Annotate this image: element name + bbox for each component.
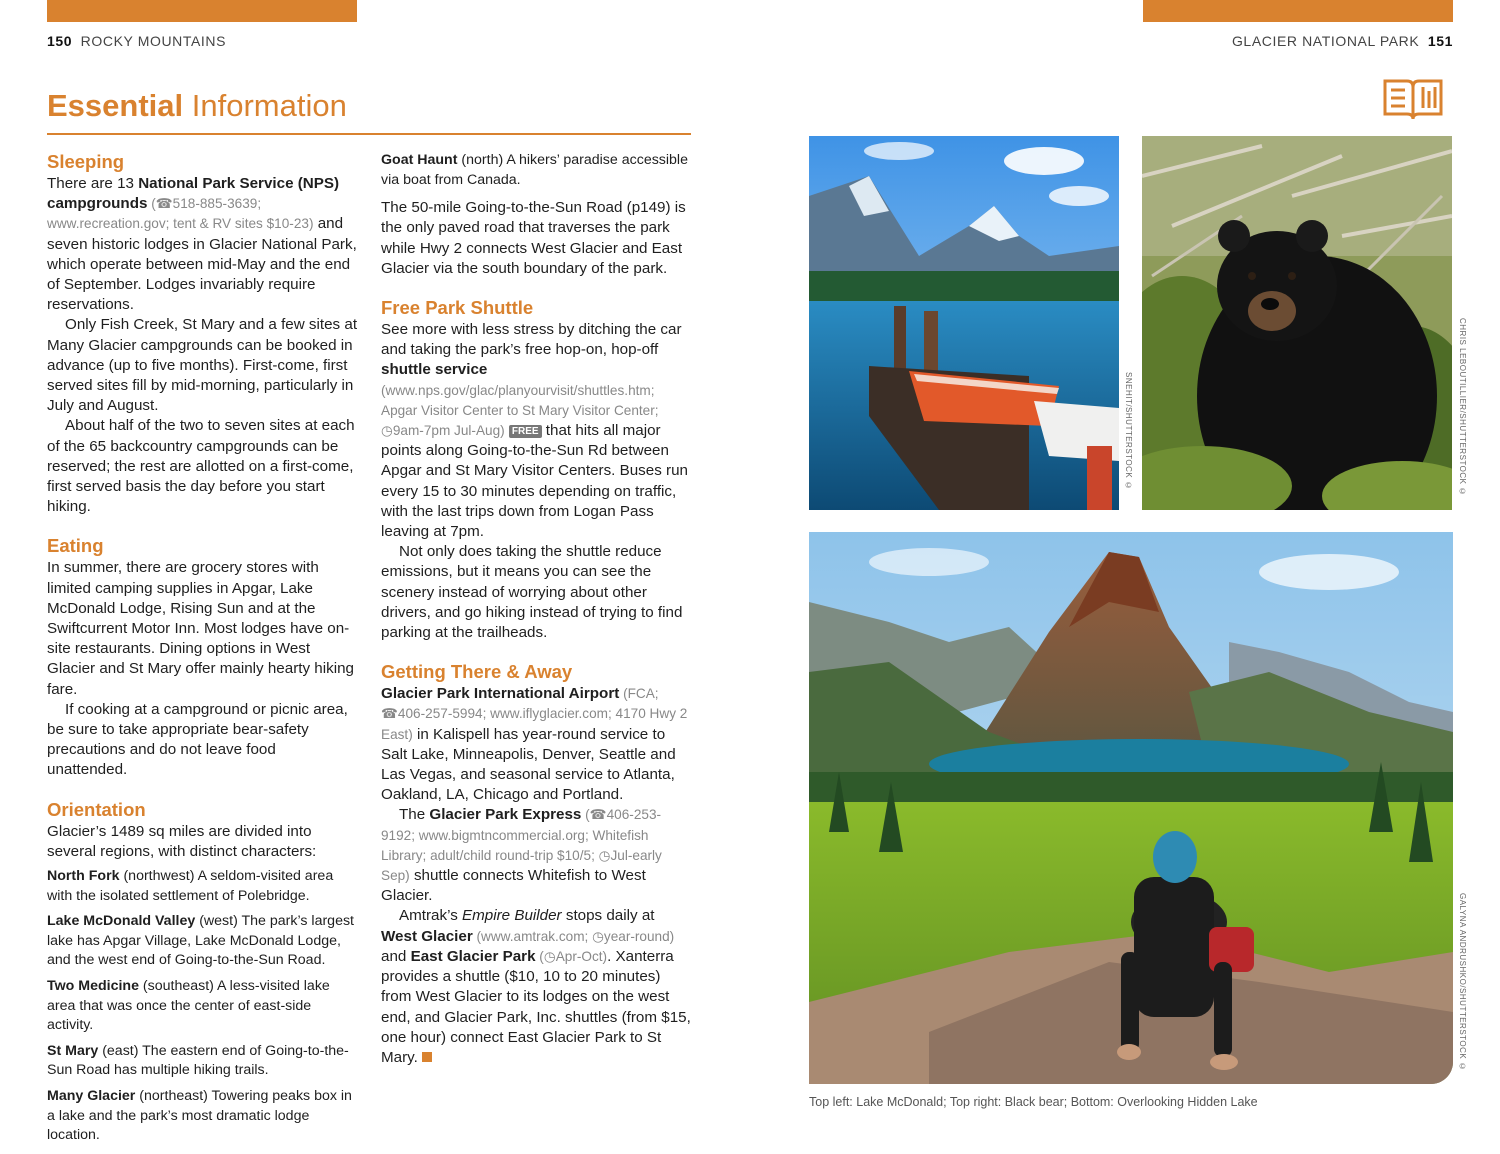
credit-hiker: GALYNA ANDRUSHKO/SHUTTERSTOCK © bbox=[1458, 893, 1467, 1072]
sleeping-heading: Sleeping bbox=[47, 151, 125, 172]
text-column-2 bbox=[381, 151, 691, 1068]
right-page-number: 151 bbox=[1427, 33, 1453, 49]
right-running-head bbox=[1232, 33, 1453, 49]
page-title bbox=[47, 88, 347, 124]
shuttle-para-1: See more with less stress by ditching the car and taking the park’s free hop-on, hop-off shuttle service (www.nps.gov/glac/planyourvisit/shuttles.htm; Apgar Visitor Center to St Mary Visitor Center; ◷9am-7pm Jul-Aug) FREE that hits all major points along Going-to-the-Sun Rd between Apgar and St Mary Visitor Centers. Buses run every 15 to 30 minutes depending on traffic, with the last trips down from Logan Pass leaving at 7pm. bbox=[381, 321, 688, 541]
lake-mcdonald-photo bbox=[809, 136, 1119, 510]
airport-name: Glacier Park International Airport bbox=[381, 685, 620, 703]
list-item: Lake McDonald Valley (west) The park’s largest lake has Apgar Village, Lake McDonald Lodge, and the west end of Going-to-the-Sun Road. bbox=[47, 913, 354, 969]
sleeping-para-3: About half of the two to seven sites at each of the 65 backcountry campgrounds can be reserved; the rest are allotted on a first-come, first served basis the day before you start hiking. bbox=[47, 417, 355, 516]
black-bear-photo bbox=[1142, 136, 1452, 510]
shuttle-info: (www.nps.gov/glac/planyourvisit/shuttles.htm; Apgar Visitor Center to St Mary Visitor Center; ◷9am-7pm Jul-Aug) bbox=[381, 382, 659, 439]
credit-bear: CHRIS LEBOUTILLIER/SHUTTERSTOCK © bbox=[1458, 318, 1467, 497]
orientation-heading: Orientation bbox=[47, 798, 146, 820]
amtrak-para: Amtrak’s Empire Builder stops daily at West Glacier (www.amtrak.com; ◷year-round) and East Glacier Park (◷Apr-Oct). Xanterra provides a shuttle ($10, 10 to 20 minutes) from West Glacier to its lodges on the west end, and Glacier Park, Inc. shuttles (from $15, one hour) connect East Glacier Park to St Mary. bbox=[381, 907, 691, 1066]
airport-info: (FCA; ☎406-257-5994; www.iflyglacier.com; 4170 Hwy 2 East) bbox=[381, 686, 688, 742]
left-page-tab bbox=[47, 0, 357, 22]
list-item: Goat Haunt (north) A hikers’ paradise accessible via boat from Canada. bbox=[381, 152, 688, 188]
right-page-tab bbox=[1143, 0, 1453, 22]
left-section-title: ROCKY MOUNTAINS bbox=[80, 33, 227, 49]
right-section-title: GLACIER NATIONAL PARK bbox=[1231, 33, 1420, 49]
hidden-lake-photo bbox=[809, 532, 1453, 1084]
express-para: The Glacier Park Express (☎406-253-9192; www.bigmtncommercial.org; Whitefish Library; adult/child round-trip $10/5; ◷Jul-early Sep) shuttle connects Whitefish to West Glacier. bbox=[381, 806, 662, 905]
nps-campgrounds: National Park Service (NPS) campgrounds bbox=[47, 175, 340, 213]
photo-caption: Top left: Lake McDonald; Top right: Black bear; Bottom: Overlooking Hidden Lake bbox=[809, 1095, 1258, 1109]
shuttle-para-2: Not only does taking the shuttle reduce emissions, but it means you can see the scenery instead of worrying about other drivers, and go hiking instead of trying to find parking at the trailheads. bbox=[381, 543, 683, 642]
shuttle-service: shuttle service bbox=[381, 361, 488, 379]
sleeping-para-1: There are 13 National Park Service (NPS) campgrounds (☎518-885-3639; www.recreation.gov; tent & RV sites $10-23) and seven historic lodges in Glacier National Park, which operate between mid-May and the end of September. Lodges invariably require reservations. bbox=[47, 175, 357, 314]
orientation-intro: Glacier’s 1489 sq miles are divided into several regions, with distinct characters: bbox=[47, 822, 317, 860]
sleeping-para-2: Only Fish Creek, St Mary and a few sites at Many Glacier campgrounds can be booked in advance (up to five months). First-come, first served sites fill by mid-morning, particularly in July and August. bbox=[47, 316, 358, 415]
airport-para: Glacier Park International Airport (FCA; ☎406-257-5994; www.iflyglacier.com; 4170 Hwy 2 East) in Kalispell has year-round service to Salt Lake, Minneapolis, Denver, Seattle and Las Vegas, and seasonal service to Atlanta, Oakland, LA, Chicago and Portland. bbox=[381, 685, 688, 804]
book-icon bbox=[1381, 75, 1445, 128]
shuttle-heading: Free Park Shuttle bbox=[381, 297, 534, 318]
page-title-light: Information bbox=[191, 88, 347, 123]
title-rule bbox=[47, 133, 691, 135]
text-column-1 bbox=[47, 150, 359, 1146]
nps-contact-info: (☎518-885-3639; www.recreation.gov; tent & RV sites $10-23) bbox=[47, 196, 314, 232]
roads-para: The 50-mile Going-to-the-Sun Road (p149) is the only paved road that traverses the park while Hwy 2 connects West Glacier and East Glacier via the south boundary of the park. bbox=[381, 199, 686, 277]
getting-heading: Getting There & Away bbox=[381, 661, 573, 683]
eating-heading: Eating bbox=[47, 535, 104, 557]
eating-para-1: In summer, there are grocery stores with limited camping supplies in Apgar, Lake McDonald Lodge, Rising Sun and at the Swiftcurrent Motor Inn. Most lodges have on-site restaurants. Dining options in West Glacier and St Mary offer mainly hearty hiking fare. bbox=[47, 559, 354, 698]
express-info: (☎406-253-9192; www.bigmtncommercial.org; Whitefish Library; adult/child round-trip $10/5; ◷Jul-early Sep) bbox=[381, 807, 662, 884]
free-badge: FREE bbox=[509, 425, 542, 438]
express-name: Glacier Park Express bbox=[429, 806, 582, 824]
list-item: Two Medicine (southeast) A less-visited lake area that was once the center of east-side activity. bbox=[47, 978, 330, 1034]
left-page-number: 150 bbox=[47, 33, 73, 49]
eating-para-2: If cooking at a campground or picnic area, be sure to take appropriate bear-safety precautions and do not leave food unattended. bbox=[47, 700, 348, 779]
list-item: North Fork (northwest) A seldom-visited area with the isolated settlement of Polebridge. bbox=[47, 868, 334, 904]
end-mark bbox=[422, 1052, 432, 1062]
region-list bbox=[47, 867, 359, 1146]
page-title-bold: Essential bbox=[47, 88, 184, 123]
list-item: St Mary (east) The eastern end of Going-to-the-Sun Road has multiple hiking trails. bbox=[47, 1042, 349, 1079]
credit-lake: SNEHIT/SHUTTERSTOCK © bbox=[1124, 372, 1133, 491]
list-item: Many Glacier (northeast) Towering peaks box in a lake and the park’s most dramatic lodge location. bbox=[47, 1088, 352, 1144]
left-running-head bbox=[47, 33, 226, 49]
